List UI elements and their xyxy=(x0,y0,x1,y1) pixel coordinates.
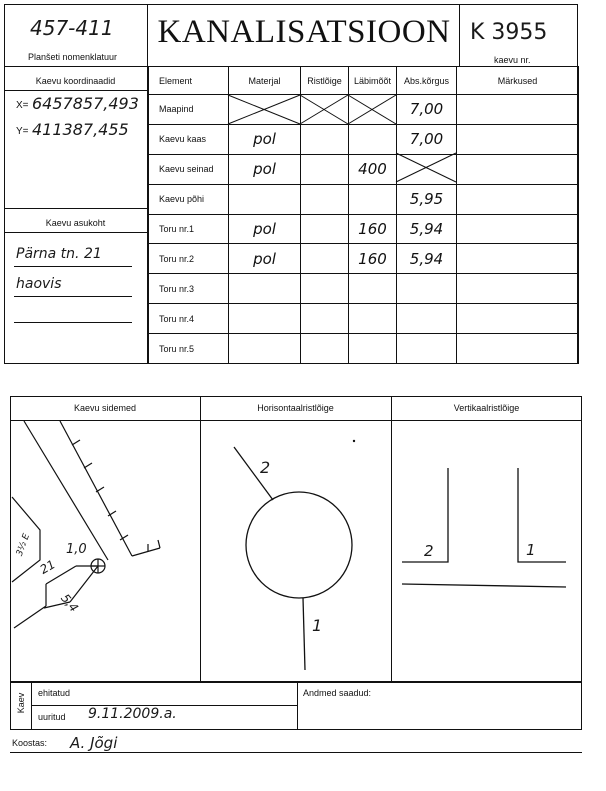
table-cell-labimoot xyxy=(349,124,397,154)
table-cell-ristloige xyxy=(301,334,349,364)
table-row xyxy=(149,334,579,364)
horizontal-label-1: 1 xyxy=(312,616,323,635)
header-divider-left xyxy=(147,4,148,66)
table-cell-markused xyxy=(457,124,579,154)
table-cell-ristloige xyxy=(301,124,349,154)
horizontal-label-2: 2 xyxy=(260,458,271,477)
tie-label-building: 3½ E xyxy=(14,532,33,558)
col-header-materjal: Materjal xyxy=(229,67,301,95)
table-cell-markused xyxy=(457,304,579,334)
table-cell-ristloige xyxy=(301,274,349,304)
table-row xyxy=(149,214,579,244)
table-cell-abs xyxy=(397,304,457,334)
table-row xyxy=(149,184,579,214)
table-cell-element: Toru nr.4 xyxy=(149,304,229,334)
table-cell-materjal: pol xyxy=(229,154,301,184)
location-underline-3 xyxy=(14,322,132,323)
table-cell-materjal xyxy=(229,184,301,214)
table-cell-abs: 5,94 xyxy=(397,214,457,244)
location-top-line xyxy=(4,208,147,209)
vertical-label-2: 2 xyxy=(424,542,434,560)
built-label: ehitatud xyxy=(38,688,71,698)
table-cell-ristloige xyxy=(301,304,349,334)
table-cell-labimoot: 160 xyxy=(349,244,397,274)
table-cell-materjal xyxy=(229,304,301,334)
table-cell-materjal: pol xyxy=(229,244,301,274)
coordinates-title: Kaevu koordinaadid xyxy=(35,76,116,86)
table-cell-ristloige xyxy=(301,184,349,214)
footer-mid-divider xyxy=(297,682,298,730)
surveyed-label: uuritud xyxy=(38,712,66,722)
surveyed-value: 9.11.2009.a. xyxy=(88,706,177,722)
table-cell-element: Toru nr.1 xyxy=(149,214,229,244)
panel-title-horizontal: Horisontaalristlõige xyxy=(257,403,334,413)
compiled-signature: A. Jõgi xyxy=(70,734,118,752)
sketch-divider-2 xyxy=(391,396,392,682)
sketch-divider-1 xyxy=(200,396,201,682)
table-cell-labimoot xyxy=(349,274,397,304)
table-cell-markused xyxy=(457,274,579,304)
data-source-label: Andmed saadud: xyxy=(303,688,372,698)
location-line-1: Pärna tn. 21 xyxy=(16,246,102,262)
x-label: X= xyxy=(16,100,29,111)
table-cell-markused xyxy=(457,184,579,214)
table-cell-labimoot xyxy=(349,334,397,364)
sketch-frame xyxy=(10,396,582,682)
table-cell-materjal: pol xyxy=(229,214,301,244)
table-cell-abs: 5,94 xyxy=(397,244,457,274)
vertical-label-1: 1 xyxy=(526,541,536,559)
table-cell-materjal xyxy=(229,334,301,364)
table-cell-materjal: pol xyxy=(229,124,301,154)
table-cell-element: Toru nr.5 xyxy=(149,334,229,364)
sketch-header-line xyxy=(10,420,582,421)
table-cell-element: Kaevu põhi xyxy=(149,184,229,214)
header-divider-right xyxy=(459,4,460,66)
table-cell-markused xyxy=(457,214,579,244)
table-cell-ristloige xyxy=(301,244,349,274)
nomenclature-value: 457-411 xyxy=(30,16,114,40)
location-underline-2 xyxy=(14,296,132,297)
location-title-line xyxy=(4,232,147,233)
table-row xyxy=(149,154,579,184)
table-cell-labimoot: 160 xyxy=(349,214,397,244)
table-row xyxy=(149,274,579,304)
table-cell-abs: 5,95 xyxy=(397,184,457,214)
tie-label-5-4: 5,4 xyxy=(58,591,82,615)
table-cell-materjal xyxy=(229,95,301,125)
col-header-abs-korgus: Abs.kõrgus xyxy=(397,67,457,95)
table-row xyxy=(149,304,579,334)
x-value: 6457857,493 xyxy=(32,94,139,113)
table-cell-labimoot: 400 xyxy=(349,154,397,184)
table-cell-element: Toru nr.3 xyxy=(149,274,229,304)
table-cell-element: Kaevu seinad xyxy=(149,154,229,184)
table-cell-element: Kaevu kaas xyxy=(149,124,229,154)
table-cell-materjal xyxy=(229,274,301,304)
table-row xyxy=(149,244,579,274)
table-cell-element: Maapind xyxy=(149,95,229,125)
table-cell-element: Toru nr.2 xyxy=(149,244,229,274)
location-line-2: haovis xyxy=(16,276,62,292)
panel-title-ties: Kaevu sidemed xyxy=(73,403,137,413)
tie-label-1-0: 1,0 xyxy=(66,542,87,557)
table-cell-ristloige xyxy=(301,95,349,125)
footer-side-divider xyxy=(31,682,32,730)
page-title: KANALISATSIOON xyxy=(157,14,451,50)
col-header-element: Element xyxy=(149,67,229,95)
nomenclature-label: Planšeti nomenklatuur xyxy=(28,52,118,62)
table-cell-abs: 7,00 xyxy=(397,124,457,154)
table-row xyxy=(149,124,579,154)
location-title: Kaevu asukoht xyxy=(45,218,106,228)
footer-side-label: Kaev xyxy=(16,692,26,714)
coordinates-title-line xyxy=(4,90,147,91)
y-label: Y= xyxy=(16,126,29,137)
well-data-table xyxy=(148,66,579,364)
table-cell-abs: 7,00 xyxy=(397,95,457,125)
table-cell-abs xyxy=(397,154,457,184)
col-header-ristloige: Ristlõige xyxy=(301,67,349,95)
well-number-label: kaevu nr. xyxy=(494,55,531,65)
tie-label-21: 21 xyxy=(37,557,58,577)
table-cell-markused xyxy=(457,154,579,184)
col-header-markused: Märkused xyxy=(457,67,579,95)
well-number-value: K 3955 xyxy=(470,20,548,45)
table-cell-markused xyxy=(457,95,579,125)
table-cell-abs xyxy=(397,274,457,304)
col-header-labimoot: Läbimõõt xyxy=(349,67,397,95)
table-row xyxy=(149,95,579,125)
compiled-line xyxy=(10,752,582,753)
panel-title-vertical: Vertikaalristlõige xyxy=(453,403,520,413)
y-value: 411387,455 xyxy=(32,120,129,139)
table-cell-markused xyxy=(457,334,579,364)
location-underline-1 xyxy=(14,266,132,267)
table-cell-markused xyxy=(457,244,579,274)
compiled-label: Koostas: xyxy=(12,738,48,748)
table-cell-abs xyxy=(397,334,457,364)
table-cell-ristloige xyxy=(301,214,349,244)
table-cell-labimoot xyxy=(349,184,397,214)
table-cell-labimoot xyxy=(349,304,397,334)
table-cell-ristloige xyxy=(301,154,349,184)
table-cell-labimoot xyxy=(349,95,397,125)
